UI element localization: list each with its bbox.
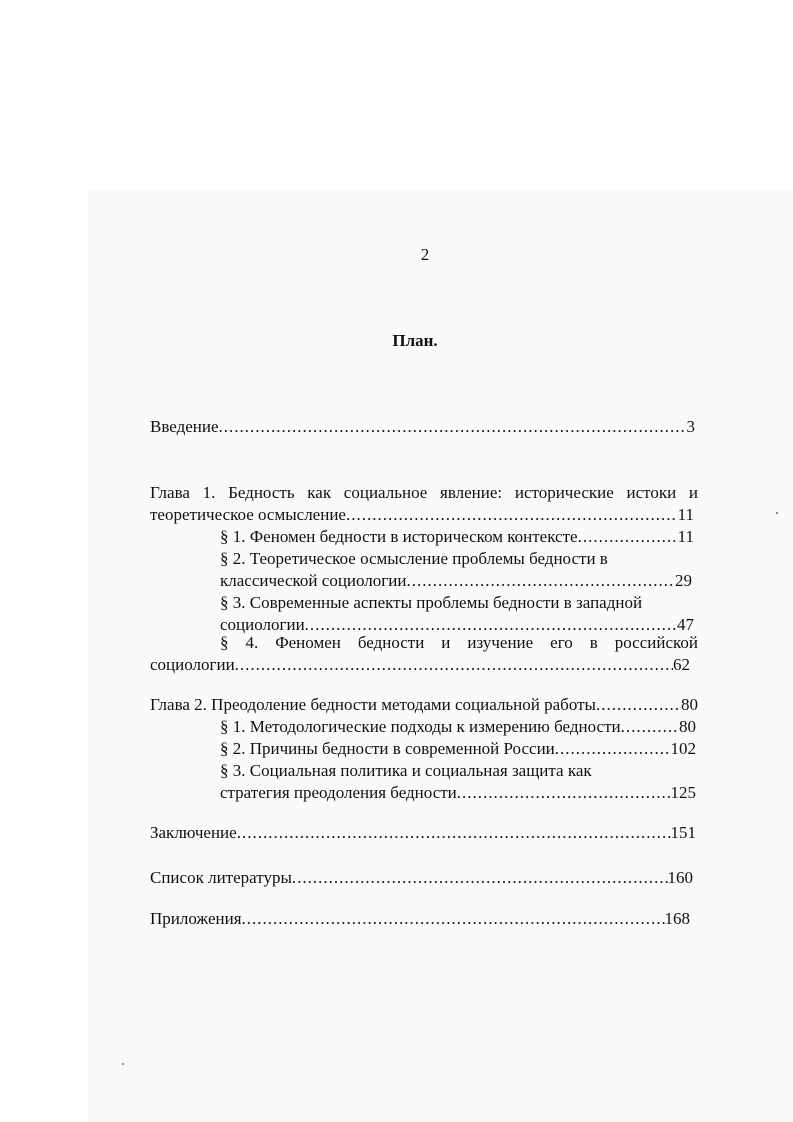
toc-entry-label: Введение	[150, 417, 219, 436]
toc-entry-page: 125	[670, 783, 696, 802]
toc-leader-dots	[292, 867, 668, 889]
toc-leader-dots	[235, 654, 673, 676]
toc-entry-label: Глава 2. Преодоление бедности методами социальной работы	[150, 695, 596, 714]
toc-entry-page: 160	[667, 868, 693, 887]
chapter-1-heading: Глава 1. Бедность как социальное явление: исторические истоки и	[150, 483, 698, 502]
toc-entry-page: 11	[677, 527, 694, 546]
toc-leader-dots	[346, 504, 678, 526]
toc-entry-label: § 1. Феномен бедности в историческом контексте	[220, 527, 578, 546]
toc-leader-dots	[237, 822, 671, 844]
toc-entry-page: 80	[681, 695, 698, 714]
toc-leader-dots	[457, 782, 671, 804]
toc-entry-label: теоретическое осмысление	[150, 505, 346, 524]
toc-entry-label: Приложения	[150, 909, 242, 928]
toc-entry-ch2-s1	[220, 716, 696, 738]
toc-entry-label: § 1. Методологические подходы к измерению бедности	[220, 717, 621, 736]
toc-leader-dots	[596, 694, 681, 716]
toc-entry-chapter-1	[150, 504, 694, 526]
page-title: План.	[392, 331, 438, 350]
toc-entry-page: 29	[675, 571, 692, 590]
toc-entry-ch2-s3-line1: § 3. Социальная политика и социальная защита как	[220, 761, 592, 780]
toc-entry-ch1-s2-line1: § 2. Теоретическое осмысление проблемы бедности в	[220, 549, 608, 568]
toc-entry-label: классической социологии	[220, 571, 407, 590]
toc-leader-dots	[621, 716, 679, 738]
toc-entry-appendices	[150, 908, 690, 930]
scan-speck	[122, 1063, 124, 1065]
toc-entry-page: 11	[677, 505, 694, 524]
toc-entry-ch1-s1	[220, 526, 694, 548]
toc-entry-label: стратегия преодоления бедности	[220, 783, 457, 802]
toc-entry-page: 3	[686, 417, 695, 436]
toc-entry-page: 80	[679, 717, 696, 736]
toc-entry-page: 102	[670, 739, 696, 758]
toc-leader-dots	[555, 738, 671, 760]
toc-entry-ch2-s3	[220, 782, 696, 804]
scan-speck	[776, 512, 778, 514]
toc-entry-ch2-s2	[220, 738, 696, 760]
toc-entry-intro	[150, 416, 695, 438]
toc-entry-page: 47	[677, 615, 694, 634]
toc-entry-ch1-s2	[220, 570, 692, 592]
toc-entry-ch1-s4-line1: § 4. Феномен бедности и изучение его в российской	[220, 633, 698, 652]
toc-leader-dots	[242, 908, 665, 930]
toc-entry-label: Заключение	[150, 823, 237, 842]
toc-entry-label: социологии	[220, 615, 305, 634]
toc-entry-ch1-s4	[150, 654, 690, 676]
toc-entry-ch1-s3-line1: § 3. Современные аспекты проблемы бедности в западной	[220, 593, 643, 612]
toc-entry-label: § 2. Причины бедности в современной России	[220, 739, 555, 758]
toc-leader-dots	[406, 570, 675, 592]
toc-entry-bibliography	[150, 867, 693, 889]
toc-entry-page: 151	[670, 823, 696, 842]
toc-leader-dots	[578, 526, 678, 548]
toc-leader-dots	[219, 416, 687, 438]
page-number: 2	[420, 245, 430, 264]
toc-entry-label: социологии	[150, 655, 235, 674]
toc-entry-page: 62	[673, 655, 690, 674]
toc-entry-page: 168	[664, 909, 690, 928]
toc-entry-label: Список литературы	[150, 868, 292, 887]
toc-entry-conclusion	[150, 822, 696, 844]
toc-entry-chapter-2	[150, 694, 698, 716]
